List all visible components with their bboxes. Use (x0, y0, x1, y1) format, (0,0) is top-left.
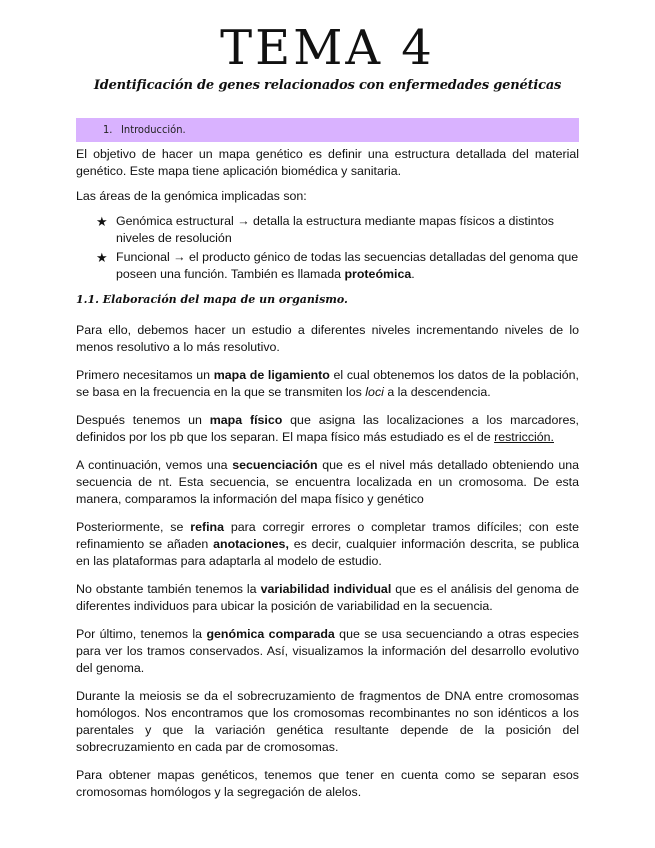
section-heading-bar (76, 118, 579, 142)
bold-term: genómica comparada (206, 627, 335, 641)
page-subtitle: Identificación de genes relacionados con enfermedades genéticas (93, 78, 562, 93)
list-item-text: Funcional → el producto génico de todas las secuencias detalladas del genoma que poseen una función. También es llamada (116, 250, 579, 281)
underlined-term: restricción. (494, 430, 554, 444)
bold-term: mapa de ligamiento (213, 368, 330, 382)
bold-term: proteómica (344, 267, 412, 281)
paragraph: Por último, tenemos la genómica comparada que se usa secuenciando a otras especies para ver los tramos conservados. Así, visualizamos la información del desarrollo evolutivo del genoma. (76, 627, 579, 675)
bold-term: variabilidad individual (260, 582, 392, 596)
subsection-heading: 1.1. Elaboración del mapa de un organismo. (76, 293, 348, 306)
star-icon: ★ (96, 250, 108, 265)
paragraph: A continuación, vemos una secuenciación que es el nivel más detallado obteniendo una secuencia de nt. Esta secuencia, se encuentra localizada en un cromosoma. De esta manera, comparamos la información del mapa físico y genético (76, 458, 579, 506)
paragraph: El objetivo de hacer un mapa genético es definir una estructura detallada del material genético. Este mapa tiene aplicación biomédica y sanitaria. (76, 147, 579, 178)
paragraph: Posteriormente, se refina para corregir errores o completar tramos difíciles; con este refinamiento se añaden anotaciones, es decir, cualquier información descrita, se publica en las plataformas para adaptarla al modelo de estudio. (76, 520, 579, 568)
bold-term: mapa físico (209, 413, 283, 427)
page-title: TEMA 4 (220, 20, 435, 76)
bold-term: secuenciación (232, 458, 318, 472)
paragraph: No obstante también tenemos la variabilidad individual que es el análisis del genoma de diferentes individuos para ubicar la posición de variabilidad en la secuencia. (76, 582, 580, 613)
bullet-list (76, 213, 579, 283)
paragraph: Para ello, debemos hacer un estudio a diferentes niveles incrementando niveles de lo menos resolutivo a lo más resolutivo. (76, 323, 579, 354)
list-item-text: Genómica estructural → detalla la estructura mediante mapas físicos a distintos niveles de resolución (116, 214, 555, 245)
italic-term: loci (365, 385, 384, 399)
document-body (76, 146, 579, 812)
paragraph: Las áreas de la genómica implicadas son: (76, 189, 307, 203)
section-label: Introducción. (121, 123, 186, 136)
paragraph: Para obtener mapas genéticos, tenemos que tener en cuenta como se separan esos cromosomas homólogos y la segregación de alelos. (76, 768, 579, 799)
list-item (76, 249, 579, 283)
paragraph: Durante la meiosis se da el sobrecruzamiento de fragmentos de DNA entre cromosomas homólogos. Nos encontramos que los cromosomas recombinantes no son idénticos a los parentales y que la variación genética resultante depende de la posición del sobrecruzamiento en cada par de cromosomas. (76, 689, 579, 754)
paragraph: Primero necesitamos un mapa de ligamiento el cual obtenemos los datos de la población, se basa en la frecuencia en la que se transmiten los loci a la descendencia. (76, 368, 579, 399)
bold-term: refina (190, 520, 224, 534)
star-icon: ★ (96, 214, 108, 229)
section-number: 1. (103, 123, 113, 136)
bold-term: anotaciones, (213, 537, 289, 551)
list-item (76, 213, 579, 247)
list-item-text: . (411, 267, 415, 281)
paragraph: Después tenemos un mapa físico que asigna las localizaciones a los marcadores, definidos por los pb que los separan. El mapa físico más estudiado es el de restricción. (76, 413, 579, 444)
